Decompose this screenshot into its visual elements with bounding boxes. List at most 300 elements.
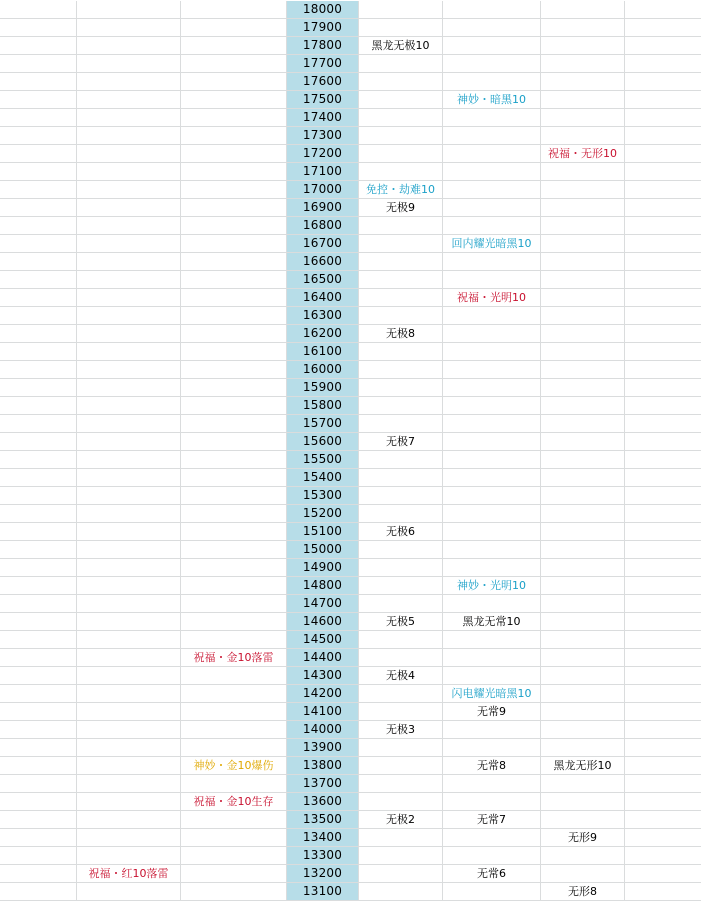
label-cell[interactable] bbox=[443, 577, 541, 595]
empty-cell[interactable] bbox=[359, 685, 443, 703]
value-cell[interactable]: 17500 bbox=[287, 91, 359, 109]
empty-cell[interactable] bbox=[443, 667, 541, 685]
empty-cell[interactable] bbox=[443, 649, 541, 667]
empty-cell[interactable] bbox=[541, 469, 625, 487]
empty-cell[interactable] bbox=[625, 127, 701, 145]
empty-cell[interactable] bbox=[541, 397, 625, 415]
empty-cell[interactable] bbox=[0, 613, 77, 631]
empty-cell[interactable] bbox=[359, 559, 443, 577]
empty-cell[interactable] bbox=[625, 325, 701, 343]
label-cell[interactable] bbox=[541, 757, 625, 775]
empty-cell[interactable] bbox=[541, 649, 625, 667]
label-cell[interactable] bbox=[443, 703, 541, 721]
empty-cell[interactable] bbox=[77, 397, 181, 415]
empty-cell[interactable] bbox=[181, 397, 287, 415]
empty-cell[interactable] bbox=[541, 235, 625, 253]
empty-cell[interactable] bbox=[541, 577, 625, 595]
value-cell[interactable]: 17200 bbox=[287, 145, 359, 163]
empty-cell[interactable] bbox=[181, 469, 287, 487]
value-cell[interactable]: 14000 bbox=[287, 721, 359, 739]
empty-cell[interactable] bbox=[359, 865, 443, 883]
empty-cell[interactable] bbox=[359, 469, 443, 487]
label-cell[interactable] bbox=[443, 91, 541, 109]
empty-cell[interactable] bbox=[541, 307, 625, 325]
empty-cell[interactable] bbox=[359, 271, 443, 289]
empty-cell[interactable] bbox=[0, 289, 77, 307]
value-cell[interactable]: 16800 bbox=[287, 217, 359, 235]
empty-cell[interactable] bbox=[0, 361, 77, 379]
value-cell[interactable]: 14400 bbox=[287, 649, 359, 667]
label-cell[interactable] bbox=[359, 37, 443, 55]
empty-cell[interactable] bbox=[625, 307, 701, 325]
empty-cell[interactable] bbox=[541, 361, 625, 379]
empty-cell[interactable] bbox=[0, 451, 77, 469]
empty-cell[interactable] bbox=[181, 163, 287, 181]
empty-cell[interactable] bbox=[77, 235, 181, 253]
value-cell[interactable]: 16400 bbox=[287, 289, 359, 307]
empty-cell[interactable] bbox=[625, 1, 701, 19]
empty-cell[interactable] bbox=[181, 127, 287, 145]
empty-cell[interactable] bbox=[181, 775, 287, 793]
empty-cell[interactable] bbox=[625, 235, 701, 253]
empty-cell[interactable] bbox=[0, 577, 77, 595]
empty-cell[interactable] bbox=[77, 739, 181, 757]
empty-cell[interactable] bbox=[625, 631, 701, 649]
empty-cell[interactable] bbox=[541, 343, 625, 361]
empty-cell[interactable] bbox=[443, 397, 541, 415]
empty-cell[interactable] bbox=[77, 523, 181, 541]
empty-cell[interactable] bbox=[359, 793, 443, 811]
empty-cell[interactable] bbox=[77, 19, 181, 37]
empty-cell[interactable] bbox=[0, 487, 77, 505]
empty-cell[interactable] bbox=[0, 127, 77, 145]
empty-cell[interactable] bbox=[359, 145, 443, 163]
empty-cell[interactable] bbox=[181, 595, 287, 613]
empty-cell[interactable] bbox=[443, 325, 541, 343]
empty-cell[interactable] bbox=[541, 1, 625, 19]
empty-cell[interactable] bbox=[359, 577, 443, 595]
empty-cell[interactable] bbox=[443, 37, 541, 55]
value-cell[interactable]: 13100 bbox=[287, 883, 359, 901]
empty-cell[interactable] bbox=[181, 181, 287, 199]
empty-cell[interactable] bbox=[77, 307, 181, 325]
empty-cell[interactable] bbox=[443, 253, 541, 271]
empty-cell[interactable] bbox=[181, 847, 287, 865]
empty-cell[interactable] bbox=[0, 793, 77, 811]
empty-cell[interactable] bbox=[181, 487, 287, 505]
empty-cell[interactable] bbox=[77, 505, 181, 523]
empty-cell[interactable] bbox=[541, 523, 625, 541]
empty-cell[interactable] bbox=[443, 721, 541, 739]
empty-cell[interactable] bbox=[443, 343, 541, 361]
empty-cell[interactable] bbox=[359, 505, 443, 523]
empty-cell[interactable] bbox=[359, 847, 443, 865]
empty-cell[interactable] bbox=[625, 577, 701, 595]
empty-cell[interactable] bbox=[181, 325, 287, 343]
empty-cell[interactable] bbox=[625, 163, 701, 181]
label-cell[interactable] bbox=[359, 181, 443, 199]
value-cell[interactable]: 16600 bbox=[287, 253, 359, 271]
value-cell[interactable]: 17800 bbox=[287, 37, 359, 55]
empty-cell[interactable] bbox=[443, 163, 541, 181]
label-cell[interactable] bbox=[359, 523, 443, 541]
empty-cell[interactable] bbox=[443, 127, 541, 145]
empty-cell[interactable] bbox=[625, 343, 701, 361]
empty-cell[interactable] bbox=[0, 199, 77, 217]
empty-cell[interactable] bbox=[77, 163, 181, 181]
empty-cell[interactable] bbox=[181, 109, 287, 127]
empty-cell[interactable] bbox=[541, 163, 625, 181]
empty-cell[interactable] bbox=[443, 199, 541, 217]
empty-cell[interactable] bbox=[541, 847, 625, 865]
value-cell[interactable]: 14500 bbox=[287, 631, 359, 649]
empty-cell[interactable] bbox=[77, 685, 181, 703]
label-cell[interactable] bbox=[541, 145, 625, 163]
empty-cell[interactable] bbox=[625, 865, 701, 883]
empty-cell[interactable] bbox=[359, 91, 443, 109]
empty-cell[interactable] bbox=[77, 487, 181, 505]
empty-cell[interactable] bbox=[541, 19, 625, 37]
empty-cell[interactable] bbox=[443, 541, 541, 559]
empty-cell[interactable] bbox=[0, 739, 77, 757]
empty-cell[interactable] bbox=[0, 721, 77, 739]
empty-cell[interactable] bbox=[443, 739, 541, 757]
value-cell[interactable]: 17100 bbox=[287, 163, 359, 181]
empty-cell[interactable] bbox=[0, 865, 77, 883]
empty-cell[interactable] bbox=[0, 217, 77, 235]
empty-cell[interactable] bbox=[77, 559, 181, 577]
empty-cell[interactable] bbox=[181, 433, 287, 451]
label-cell[interactable] bbox=[443, 613, 541, 631]
empty-cell[interactable] bbox=[625, 451, 701, 469]
empty-cell[interactable] bbox=[443, 361, 541, 379]
empty-cell[interactable] bbox=[359, 127, 443, 145]
empty-cell[interactable] bbox=[625, 289, 701, 307]
empty-cell[interactable] bbox=[359, 253, 443, 271]
value-cell[interactable]: 13400 bbox=[287, 829, 359, 847]
empty-cell[interactable] bbox=[0, 469, 77, 487]
label-cell[interactable] bbox=[181, 793, 287, 811]
value-cell[interactable]: 15400 bbox=[287, 469, 359, 487]
empty-cell[interactable] bbox=[625, 181, 701, 199]
empty-cell[interactable] bbox=[77, 469, 181, 487]
empty-cell[interactable] bbox=[77, 649, 181, 667]
empty-cell[interactable] bbox=[541, 91, 625, 109]
empty-cell[interactable] bbox=[541, 541, 625, 559]
empty-cell[interactable] bbox=[625, 379, 701, 397]
empty-cell[interactable] bbox=[443, 883, 541, 901]
empty-cell[interactable] bbox=[443, 73, 541, 91]
empty-cell[interactable] bbox=[181, 631, 287, 649]
value-cell[interactable]: 15100 bbox=[287, 523, 359, 541]
empty-cell[interactable] bbox=[181, 217, 287, 235]
empty-cell[interactable] bbox=[443, 469, 541, 487]
empty-cell[interactable] bbox=[443, 631, 541, 649]
value-cell[interactable]: 17700 bbox=[287, 55, 359, 73]
empty-cell[interactable] bbox=[77, 541, 181, 559]
empty-cell[interactable] bbox=[625, 271, 701, 289]
empty-cell[interactable] bbox=[443, 793, 541, 811]
empty-cell[interactable] bbox=[0, 1, 77, 19]
empty-cell[interactable] bbox=[181, 523, 287, 541]
empty-cell[interactable] bbox=[625, 217, 701, 235]
empty-cell[interactable] bbox=[0, 433, 77, 451]
label-cell[interactable] bbox=[359, 325, 443, 343]
empty-cell[interactable] bbox=[625, 397, 701, 415]
value-cell[interactable]: 14300 bbox=[287, 667, 359, 685]
empty-cell[interactable] bbox=[359, 487, 443, 505]
empty-cell[interactable] bbox=[625, 883, 701, 901]
empty-cell[interactable] bbox=[541, 613, 625, 631]
empty-cell[interactable] bbox=[541, 595, 625, 613]
label-cell[interactable] bbox=[359, 667, 443, 685]
label-cell[interactable] bbox=[443, 757, 541, 775]
empty-cell[interactable] bbox=[181, 541, 287, 559]
empty-cell[interactable] bbox=[0, 631, 77, 649]
empty-cell[interactable] bbox=[181, 73, 287, 91]
empty-cell[interactable] bbox=[359, 217, 443, 235]
empty-cell[interactable] bbox=[625, 775, 701, 793]
empty-cell[interactable] bbox=[443, 829, 541, 847]
empty-cell[interactable] bbox=[359, 451, 443, 469]
empty-cell[interactable] bbox=[443, 109, 541, 127]
empty-cell[interactable] bbox=[541, 685, 625, 703]
empty-cell[interactable] bbox=[541, 865, 625, 883]
empty-cell[interactable] bbox=[0, 595, 77, 613]
empty-cell[interactable] bbox=[77, 757, 181, 775]
empty-cell[interactable] bbox=[625, 595, 701, 613]
empty-cell[interactable] bbox=[625, 505, 701, 523]
empty-cell[interactable] bbox=[625, 559, 701, 577]
empty-cell[interactable] bbox=[625, 73, 701, 91]
value-cell[interactable]: 16300 bbox=[287, 307, 359, 325]
empty-cell[interactable] bbox=[625, 361, 701, 379]
empty-cell[interactable] bbox=[77, 577, 181, 595]
empty-cell[interactable] bbox=[181, 145, 287, 163]
empty-cell[interactable] bbox=[541, 199, 625, 217]
empty-cell[interactable] bbox=[359, 541, 443, 559]
empty-cell[interactable] bbox=[181, 1, 287, 19]
empty-cell[interactable] bbox=[443, 19, 541, 37]
value-cell[interactable]: 14100 bbox=[287, 703, 359, 721]
empty-cell[interactable] bbox=[625, 793, 701, 811]
empty-cell[interactable] bbox=[359, 775, 443, 793]
empty-cell[interactable] bbox=[541, 73, 625, 91]
label-cell[interactable] bbox=[443, 811, 541, 829]
empty-cell[interactable] bbox=[77, 721, 181, 739]
empty-cell[interactable] bbox=[541, 433, 625, 451]
empty-cell[interactable] bbox=[0, 73, 77, 91]
empty-cell[interactable] bbox=[181, 343, 287, 361]
empty-cell[interactable] bbox=[359, 109, 443, 127]
empty-cell[interactable] bbox=[541, 181, 625, 199]
empty-cell[interactable] bbox=[359, 397, 443, 415]
empty-cell[interactable] bbox=[443, 487, 541, 505]
empty-cell[interactable] bbox=[541, 289, 625, 307]
empty-cell[interactable] bbox=[0, 91, 77, 109]
value-cell[interactable]: 16100 bbox=[287, 343, 359, 361]
empty-cell[interactable] bbox=[0, 667, 77, 685]
value-cell[interactable]: 18000 bbox=[287, 1, 359, 19]
empty-cell[interactable] bbox=[541, 811, 625, 829]
empty-cell[interactable] bbox=[0, 253, 77, 271]
empty-cell[interactable] bbox=[181, 811, 287, 829]
empty-cell[interactable] bbox=[77, 775, 181, 793]
empty-cell[interactable] bbox=[359, 595, 443, 613]
empty-cell[interactable] bbox=[625, 685, 701, 703]
label-cell[interactable] bbox=[443, 289, 541, 307]
empty-cell[interactable] bbox=[77, 379, 181, 397]
empty-cell[interactable] bbox=[443, 847, 541, 865]
value-cell[interactable]: 15900 bbox=[287, 379, 359, 397]
empty-cell[interactable] bbox=[77, 829, 181, 847]
empty-cell[interactable] bbox=[359, 163, 443, 181]
empty-cell[interactable] bbox=[181, 577, 287, 595]
empty-cell[interactable] bbox=[0, 757, 77, 775]
empty-cell[interactable] bbox=[359, 631, 443, 649]
label-cell[interactable] bbox=[541, 829, 625, 847]
empty-cell[interactable] bbox=[0, 325, 77, 343]
empty-cell[interactable] bbox=[181, 721, 287, 739]
empty-cell[interactable] bbox=[625, 739, 701, 757]
empty-cell[interactable] bbox=[359, 235, 443, 253]
empty-cell[interactable] bbox=[625, 91, 701, 109]
empty-cell[interactable] bbox=[625, 649, 701, 667]
empty-cell[interactable] bbox=[625, 811, 701, 829]
value-cell[interactable]: 16700 bbox=[287, 235, 359, 253]
empty-cell[interactable] bbox=[181, 883, 287, 901]
empty-cell[interactable] bbox=[625, 433, 701, 451]
value-cell[interactable]: 13500 bbox=[287, 811, 359, 829]
empty-cell[interactable] bbox=[359, 649, 443, 667]
empty-cell[interactable] bbox=[625, 613, 701, 631]
empty-cell[interactable] bbox=[625, 469, 701, 487]
empty-cell[interactable] bbox=[443, 775, 541, 793]
empty-cell[interactable] bbox=[77, 415, 181, 433]
empty-cell[interactable] bbox=[181, 307, 287, 325]
value-cell[interactable]: 14200 bbox=[287, 685, 359, 703]
value-cell[interactable]: 15700 bbox=[287, 415, 359, 433]
value-cell[interactable]: 16900 bbox=[287, 199, 359, 217]
value-cell[interactable]: 13300 bbox=[287, 847, 359, 865]
empty-cell[interactable] bbox=[625, 847, 701, 865]
empty-cell[interactable] bbox=[77, 37, 181, 55]
empty-cell[interactable] bbox=[541, 739, 625, 757]
empty-cell[interactable] bbox=[359, 829, 443, 847]
empty-cell[interactable] bbox=[77, 217, 181, 235]
value-cell[interactable]: 13900 bbox=[287, 739, 359, 757]
value-cell[interactable]: 16000 bbox=[287, 361, 359, 379]
empty-cell[interactable] bbox=[541, 253, 625, 271]
empty-cell[interactable] bbox=[77, 451, 181, 469]
empty-cell[interactable] bbox=[359, 289, 443, 307]
empty-cell[interactable] bbox=[625, 703, 701, 721]
empty-cell[interactable] bbox=[0, 847, 77, 865]
value-cell[interactable]: 13800 bbox=[287, 757, 359, 775]
empty-cell[interactable] bbox=[0, 145, 77, 163]
empty-cell[interactable] bbox=[77, 793, 181, 811]
empty-cell[interactable] bbox=[0, 55, 77, 73]
empty-cell[interactable] bbox=[625, 253, 701, 271]
empty-cell[interactable] bbox=[541, 271, 625, 289]
empty-cell[interactable] bbox=[443, 271, 541, 289]
empty-cell[interactable] bbox=[359, 73, 443, 91]
empty-cell[interactable] bbox=[359, 55, 443, 73]
empty-cell[interactable] bbox=[77, 181, 181, 199]
label-cell[interactable] bbox=[359, 613, 443, 631]
empty-cell[interactable] bbox=[0, 19, 77, 37]
empty-cell[interactable] bbox=[0, 703, 77, 721]
empty-cell[interactable] bbox=[443, 307, 541, 325]
empty-cell[interactable] bbox=[181, 199, 287, 217]
empty-cell[interactable] bbox=[541, 415, 625, 433]
empty-cell[interactable] bbox=[181, 451, 287, 469]
label-cell[interactable] bbox=[443, 685, 541, 703]
empty-cell[interactable] bbox=[181, 91, 287, 109]
empty-cell[interactable] bbox=[625, 37, 701, 55]
value-cell[interactable]: 15200 bbox=[287, 505, 359, 523]
empty-cell[interactable] bbox=[181, 667, 287, 685]
empty-cell[interactable] bbox=[625, 667, 701, 685]
empty-cell[interactable] bbox=[181, 559, 287, 577]
empty-cell[interactable] bbox=[77, 595, 181, 613]
empty-cell[interactable] bbox=[0, 397, 77, 415]
empty-cell[interactable] bbox=[0, 415, 77, 433]
empty-cell[interactable] bbox=[181, 271, 287, 289]
empty-cell[interactable] bbox=[359, 415, 443, 433]
empty-cell[interactable] bbox=[77, 811, 181, 829]
empty-cell[interactable] bbox=[541, 109, 625, 127]
empty-cell[interactable] bbox=[625, 829, 701, 847]
empty-cell[interactable] bbox=[443, 559, 541, 577]
label-cell[interactable] bbox=[359, 721, 443, 739]
label-cell[interactable] bbox=[181, 757, 287, 775]
empty-cell[interactable] bbox=[0, 235, 77, 253]
empty-cell[interactable] bbox=[0, 343, 77, 361]
value-cell[interactable]: 17400 bbox=[287, 109, 359, 127]
empty-cell[interactable] bbox=[541, 379, 625, 397]
empty-cell[interactable] bbox=[541, 217, 625, 235]
label-cell[interactable] bbox=[359, 199, 443, 217]
empty-cell[interactable] bbox=[77, 109, 181, 127]
empty-cell[interactable] bbox=[625, 523, 701, 541]
empty-cell[interactable] bbox=[181, 829, 287, 847]
empty-cell[interactable] bbox=[359, 19, 443, 37]
empty-cell[interactable] bbox=[443, 217, 541, 235]
empty-cell[interactable] bbox=[77, 55, 181, 73]
label-cell[interactable] bbox=[443, 235, 541, 253]
value-cell[interactable]: 14800 bbox=[287, 577, 359, 595]
empty-cell[interactable] bbox=[0, 775, 77, 793]
empty-cell[interactable] bbox=[443, 145, 541, 163]
empty-cell[interactable] bbox=[625, 541, 701, 559]
empty-cell[interactable] bbox=[541, 487, 625, 505]
label-cell[interactable] bbox=[181, 649, 287, 667]
value-cell[interactable]: 15000 bbox=[287, 541, 359, 559]
empty-cell[interactable] bbox=[77, 433, 181, 451]
value-cell[interactable]: 13600 bbox=[287, 793, 359, 811]
empty-cell[interactable] bbox=[0, 271, 77, 289]
empty-cell[interactable] bbox=[77, 325, 181, 343]
empty-cell[interactable] bbox=[181, 865, 287, 883]
empty-cell[interactable] bbox=[77, 145, 181, 163]
empty-cell[interactable] bbox=[625, 199, 701, 217]
empty-cell[interactable] bbox=[443, 505, 541, 523]
empty-cell[interactable] bbox=[181, 505, 287, 523]
empty-cell[interactable] bbox=[77, 289, 181, 307]
empty-cell[interactable] bbox=[359, 343, 443, 361]
empty-cell[interactable] bbox=[0, 37, 77, 55]
